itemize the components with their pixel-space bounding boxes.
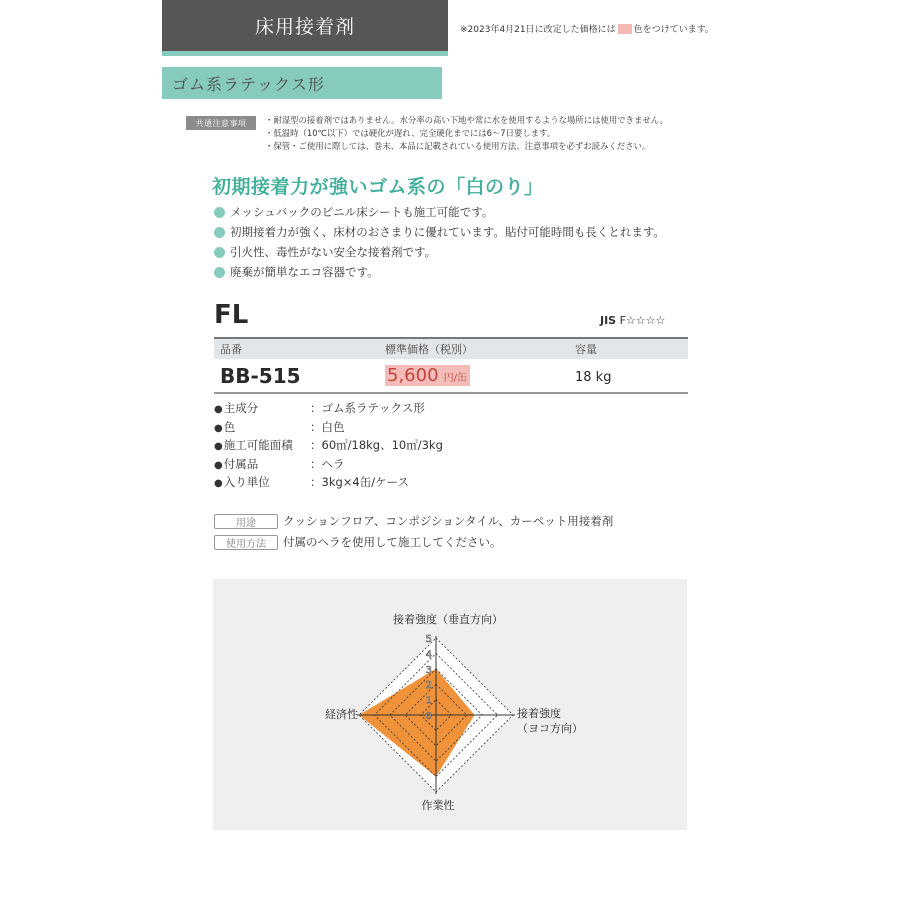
method-tag: 使用方法 bbox=[214, 535, 278, 550]
property-key: ● 入り単位 bbox=[214, 474, 310, 493]
price-note-suffix: 色をつけています。 bbox=[633, 25, 714, 35]
property-value: ：3kg×4缶/ケース bbox=[310, 475, 410, 489]
property-row bbox=[214, 437, 443, 456]
price-highlight bbox=[385, 365, 470, 386]
method-text: 付属のヘラを使用して施工してください。 bbox=[283, 535, 502, 549]
price-highlight-swatch bbox=[618, 24, 632, 34]
axis-label-right-line2: （ヨコ方向） bbox=[517, 722, 583, 735]
svg-text:5: 5 bbox=[425, 634, 432, 645]
feature-item bbox=[214, 222, 665, 242]
header-capacity: 容量 bbox=[575, 343, 597, 356]
jis-rating bbox=[600, 314, 665, 327]
axis-label-left: 経済性 bbox=[325, 708, 358, 721]
caution-badge: 共通注意事項 bbox=[186, 116, 256, 130]
property-value: ：ヘラ bbox=[310, 456, 345, 471]
category-header bbox=[162, 0, 448, 51]
jis-prefix: JIS bbox=[600, 314, 617, 327]
radar-chart-panel bbox=[213, 579, 687, 830]
feature-item bbox=[214, 242, 665, 262]
usage-tag: 用途 bbox=[214, 514, 278, 529]
bullet-dot-icon bbox=[214, 247, 225, 258]
property-value: ：ゴム系ラテックス形 bbox=[310, 401, 425, 415]
svg-text:0: 0 bbox=[425, 711, 432, 722]
property-key: ● 色 bbox=[214, 419, 310, 438]
capacity-value: 18 kg bbox=[575, 370, 612, 385]
caution-item: ・保管・ご使用に際しては、巻末、本品に記載されている使用方法、注意事項を必ずお読みください。 bbox=[265, 141, 651, 151]
bullet-dot-icon bbox=[214, 267, 225, 278]
axis-label-top: 接着強度（垂直方向） bbox=[393, 613, 503, 626]
property-row bbox=[214, 400, 443, 419]
property-row bbox=[214, 456, 443, 475]
caution-item: ・低温時（10℃以下）では硬化が遅れ、完全硬化までには6〜7日要します。 bbox=[265, 128, 556, 138]
section-title: ゴム系ラテックス形 bbox=[172, 74, 325, 94]
feature-list bbox=[214, 202, 665, 282]
bullet-dot-icon bbox=[214, 207, 225, 218]
price-unit: 円/缶 bbox=[443, 373, 467, 384]
caution-list bbox=[265, 114, 668, 153]
property-row bbox=[214, 474, 443, 493]
property-key: ● 施工可能面積 bbox=[214, 437, 310, 456]
bullet-dot-icon bbox=[214, 227, 225, 238]
property-value: ：60㎡/18kg、10㎡/3kg bbox=[310, 438, 443, 452]
feature-item bbox=[214, 202, 665, 222]
caution-item: ・耐湿型の接着剤ではありません。水分率の高い下地や常に水を使用するような場所には使用できません。 bbox=[265, 115, 669, 125]
header-price: 標準価格（税別） bbox=[385, 343, 473, 356]
usage-row bbox=[214, 513, 613, 529]
header-accent-strip bbox=[162, 51, 448, 56]
property-row bbox=[214, 419, 443, 438]
usage-info bbox=[214, 513, 613, 555]
table-header-row bbox=[214, 338, 688, 359]
svg-text:1: 1 bbox=[425, 695, 432, 707]
axis-label-bottom: 作業性 bbox=[421, 799, 455, 812]
price-value: 5,600 bbox=[387, 365, 439, 386]
svg-text:2: 2 bbox=[425, 680, 432, 692]
property-key: ● 主成分 bbox=[214, 400, 310, 419]
price-note-prefix: ※2023年4月21日に改定した価格には bbox=[460, 25, 616, 35]
svg-text:3: 3 bbox=[425, 664, 432, 676]
usage-text: クッションフロア、コンポジションタイル、カーペット用接着剤 bbox=[283, 514, 614, 528]
feature-text: メッシュバックのビニル床シートも施工可能です。 bbox=[230, 205, 494, 219]
spec-table bbox=[214, 337, 688, 394]
product-model: FL bbox=[214, 300, 249, 330]
category-title: 床用接着剤 bbox=[254, 16, 355, 38]
section-header bbox=[162, 67, 442, 99]
product-properties bbox=[214, 400, 443, 493]
part-number: BB-515 bbox=[220, 363, 301, 388]
price-revision-note bbox=[460, 22, 714, 35]
table-row bbox=[214, 359, 688, 393]
header-part-no: 品番 bbox=[220, 343, 242, 356]
svg-text:4: 4 bbox=[425, 649, 432, 661]
usage-row bbox=[214, 534, 613, 550]
feature-text: 初期接着力が強く、床材のおさまりに優れています。貼付可能時間も長くとれます。 bbox=[230, 225, 665, 239]
axis-label-right bbox=[517, 706, 597, 736]
jis-stars: F☆☆☆☆ bbox=[619, 314, 666, 327]
feature-headline: 初期接着力が強いゴム系の「白のり」 bbox=[212, 176, 544, 198]
property-key: ● 付属品 bbox=[214, 456, 310, 475]
feature-item bbox=[214, 262, 665, 282]
axis-label-right-line1: 接着強度 bbox=[517, 707, 561, 720]
feature-text: 廃棄が簡単なエコ容器です。 bbox=[230, 265, 379, 279]
feature-text: 引火性、毒性がない安全な接着剤です。 bbox=[230, 245, 437, 259]
property-value: ：白色 bbox=[310, 419, 345, 434]
